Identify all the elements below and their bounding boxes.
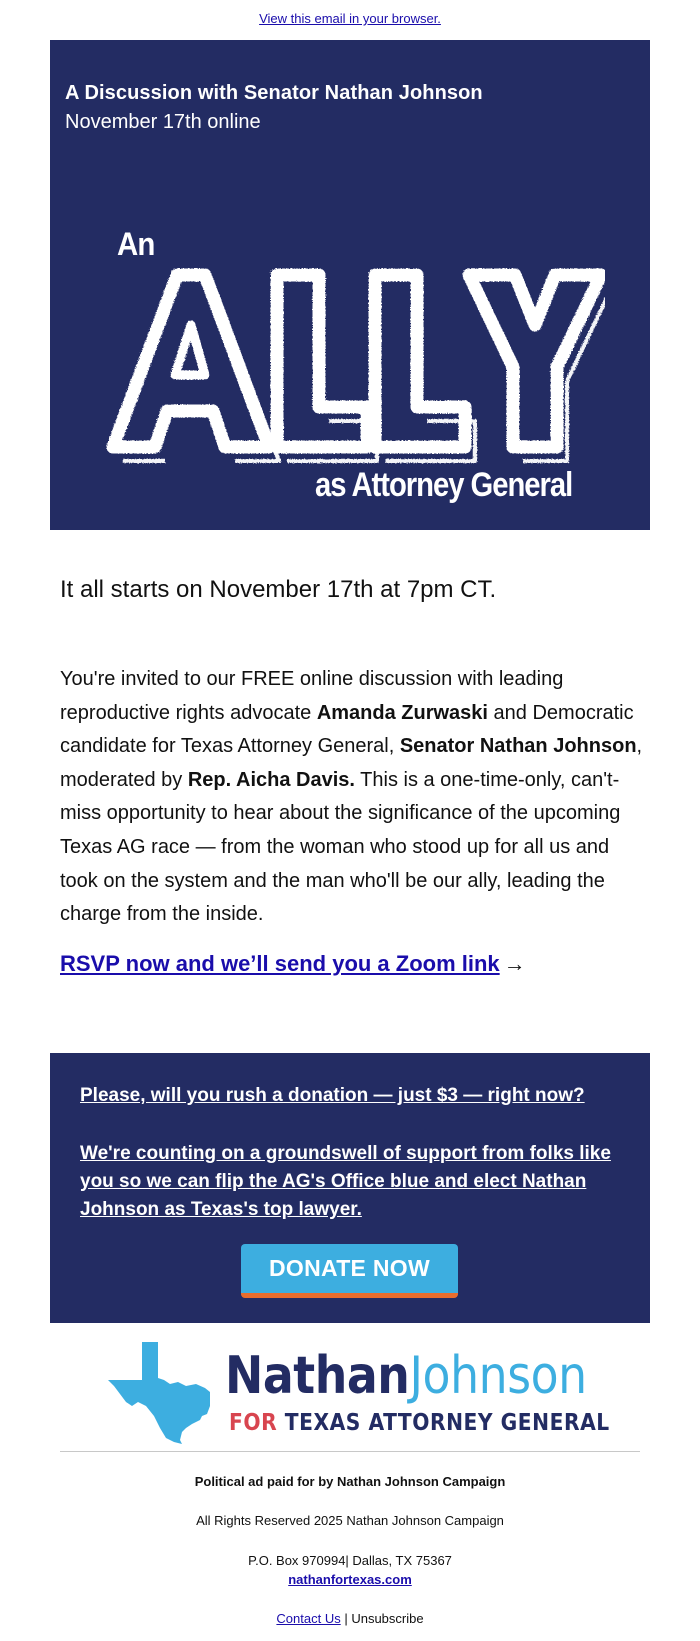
rsvp-row	[60, 951, 526, 977]
campaign-logo	[108, 1340, 610, 1445]
footer-links	[0, 1611, 700, 1626]
view-in-browser-bar	[0, 11, 700, 26]
donation-appeal-box	[50, 1053, 650, 1323]
event-intro-text: It all starts on November 17th at 7pm CT.	[60, 576, 497, 603]
ally-graphic	[105, 265, 605, 475]
logo-name	[225, 1346, 587, 1406]
view-in-browser-link[interactable]: View this email in your browser.	[259, 11, 441, 26]
contact-us-link[interactable]: Contact Us	[276, 1611, 341, 1626]
rsvp-link[interactable]: RSVP now and we’ll send you a Zoom link	[60, 951, 500, 976]
unsubscribe-link[interactable]: Unsubscribe	[351, 1611, 424, 1626]
right-arrow-icon: →	[503, 951, 526, 976]
hero-title: A Discussion with Senator Nathan Johnson	[65, 82, 483, 104]
invitation-paragraph	[60, 663, 650, 932]
logo-first-name: Nathan	[225, 1346, 410, 1406]
paragraph-text: This is a one-time-only, can't-miss opportunity to hear about the significance of the upcoming Texas AG race — from the woman who stood up for all us and took on the system and the man who'll be our ally, leading the charge from the inside.	[60, 768, 621, 926]
event-hero-banner	[50, 40, 650, 530]
footer-divider	[60, 1451, 640, 1452]
mailing-address: P.O. Box 970994| Dallas, TX 75367	[248, 1553, 452, 1568]
paragraph-text: , moderated by	[60, 735, 643, 791]
paragraph-text: You're invited to our FREE online discussion with leading reproductive rights advocate	[60, 668, 564, 724]
donation-question-link[interactable]: Please, will you rush a donation — just $3 — right now?	[80, 1085, 585, 1106]
logo-tagline	[229, 1410, 610, 1436]
footer-separator: |	[340, 1611, 352, 1626]
paid-for-disclaimer: Political ad paid for by Nathan Johnson Campaign	[194, 1474, 506, 1489]
donation-body-link[interactable]: We're counting on a groundswell of support from folks like you so we can flip the AG's Office blue and elect Nathan Johnson as Texas's top lawyer.	[80, 1143, 611, 1220]
guest-name: Amanda Zurwaski	[316, 701, 488, 724]
logo-tag-rest: TEXAS ATTORNEY GENERAL	[284, 1410, 610, 1436]
hero-an-text: An	[117, 226, 155, 262]
moderator-name: Rep. Aicha Davis.	[187, 768, 355, 791]
donate-now-button[interactable]: DONATE NOW	[241, 1244, 458, 1298]
candidate-name: Senator Nathan Johnson	[399, 735, 637, 758]
texas-state-icon	[108, 1340, 213, 1445]
logo-tag-for: FOR	[229, 1410, 278, 1436]
hero-subtitle: November 17th online	[65, 111, 261, 133]
hero-role-text: as Attorney General	[315, 466, 573, 504]
logo-last-name: Johnson	[409, 1346, 587, 1406]
rights-reserved-text: All Rights Reserved 2025 Nathan Johnson Campaign	[196, 1513, 504, 1528]
website-link[interactable]: nathanfortexas.com	[288, 1572, 412, 1587]
paragraph-text: and Democratic candidate for Texas Attorney General,	[60, 701, 634, 758]
website-row	[0, 1572, 700, 1587]
